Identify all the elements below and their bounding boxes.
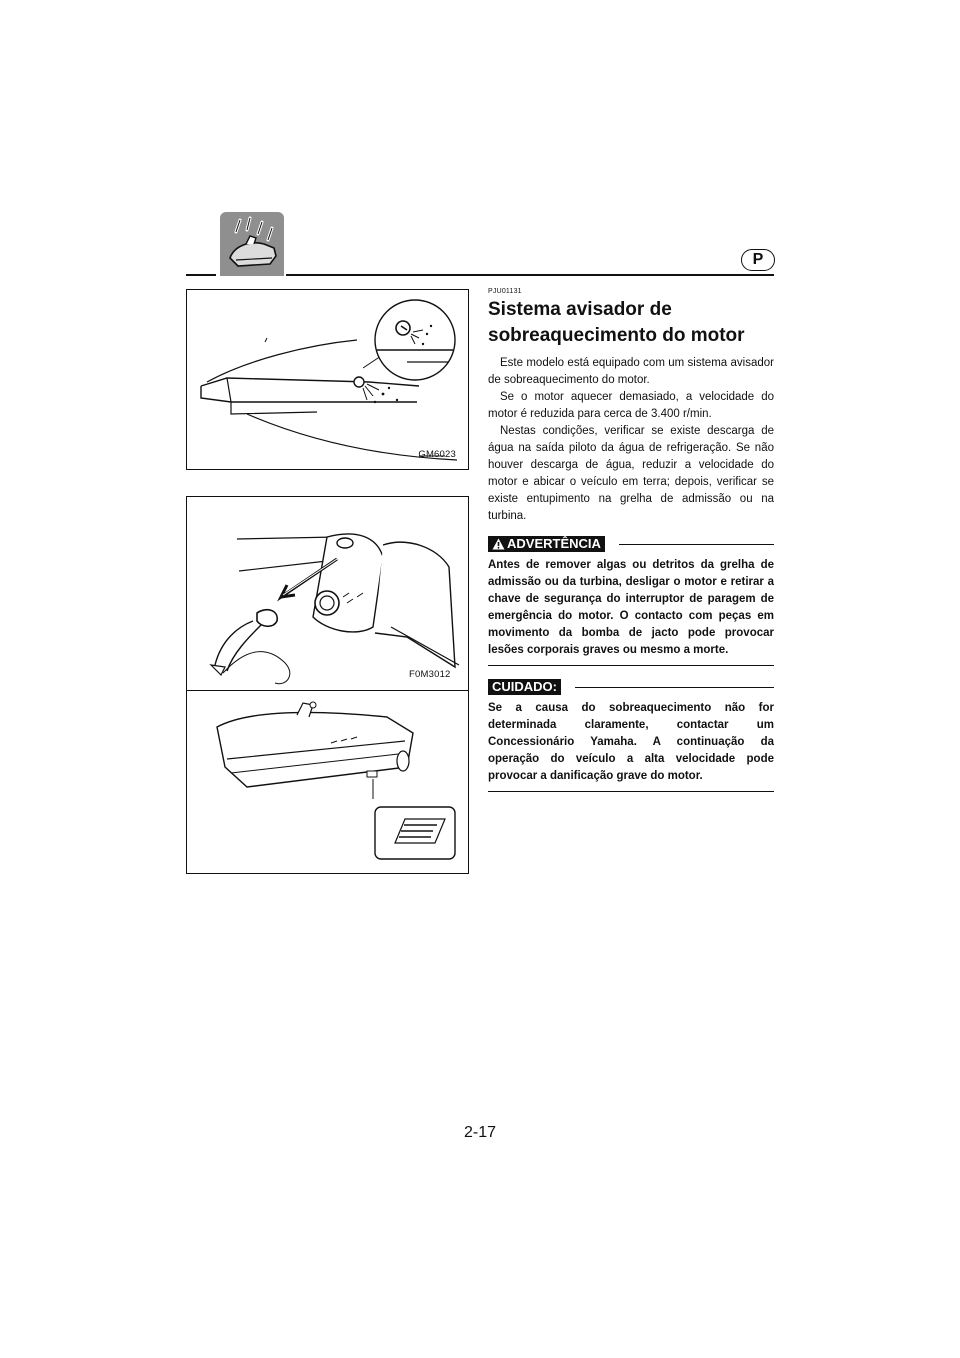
page-number: 2-17	[463, 1124, 497, 1141]
warning-label: ADVERTÊNCIA	[507, 536, 601, 551]
text-column	[488, 288, 774, 792]
warning-rule	[619, 544, 774, 545]
warning-end-rule	[488, 665, 774, 666]
pilot-water-outlet-illustration	[187, 290, 470, 471]
language-badge: P	[741, 249, 775, 271]
caution-rule	[575, 687, 774, 688]
figure-code-bottom: F0M3012	[409, 669, 451, 680]
figure-pilot-water-outlet	[186, 289, 469, 470]
warning-label-box	[488, 536, 605, 552]
warning-header	[488, 535, 774, 553]
caution-header	[488, 678, 774, 696]
paragraph-3: Nestas condições, verificar se existe descarga de água na saída piloto da água de refrigeração. Se não houver descarga de água, reduzir a velocidade do motor e abicar o veículo em terra; depois, verificar se existe entupimento na grelha de admissão ou na turbina.	[488, 425, 774, 522]
figure-divider	[187, 690, 468, 691]
figure-lanyard-and-intake	[186, 496, 469, 874]
lanyard-and-intake-illustration	[187, 497, 470, 875]
warning-text: Antes de remover algas ou detritos da grelha de admissão ou da turbina, desligar o motor e retirar a chave de segurança do interruptor de paragem de emergência do motor. O contacto com peças em movimento da bomba de jacto pode provocar lesões corporais graves ou mesmo a morte.	[488, 559, 774, 656]
caution-label: CUIDADO:	[492, 679, 557, 694]
paragraph-1: Este modelo está equipado com um sistema avisador de sobreaquecimento do motor.	[488, 357, 774, 386]
section-title: Sistema avisador de sobreaquecimento do motor	[488, 299, 745, 346]
paragraph-2: Se o motor aquecer demasiado, a velocidade do motor é reduzida para cerca de 3.400 r/min.	[488, 391, 774, 420]
header-rule-left	[186, 274, 216, 276]
figure-code-top: GM6023	[418, 449, 456, 460]
section-tab	[220, 212, 284, 276]
caution-text: Se a causa do sobreaquecimento não for determinada claramente, contactar um Concessionário Yamaha. A continuação da operação do veículo a alta velocidade pode provocar a danificação grave do motor.	[488, 702, 774, 782]
warning-triangle-icon	[492, 538, 505, 550]
caution-label-box	[488, 679, 561, 695]
caution-end-rule	[488, 791, 774, 792]
jet-ski-water-icon	[220, 212, 284, 276]
header-rule-right	[286, 274, 774, 276]
document-code: PJU01131	[488, 288, 522, 295]
